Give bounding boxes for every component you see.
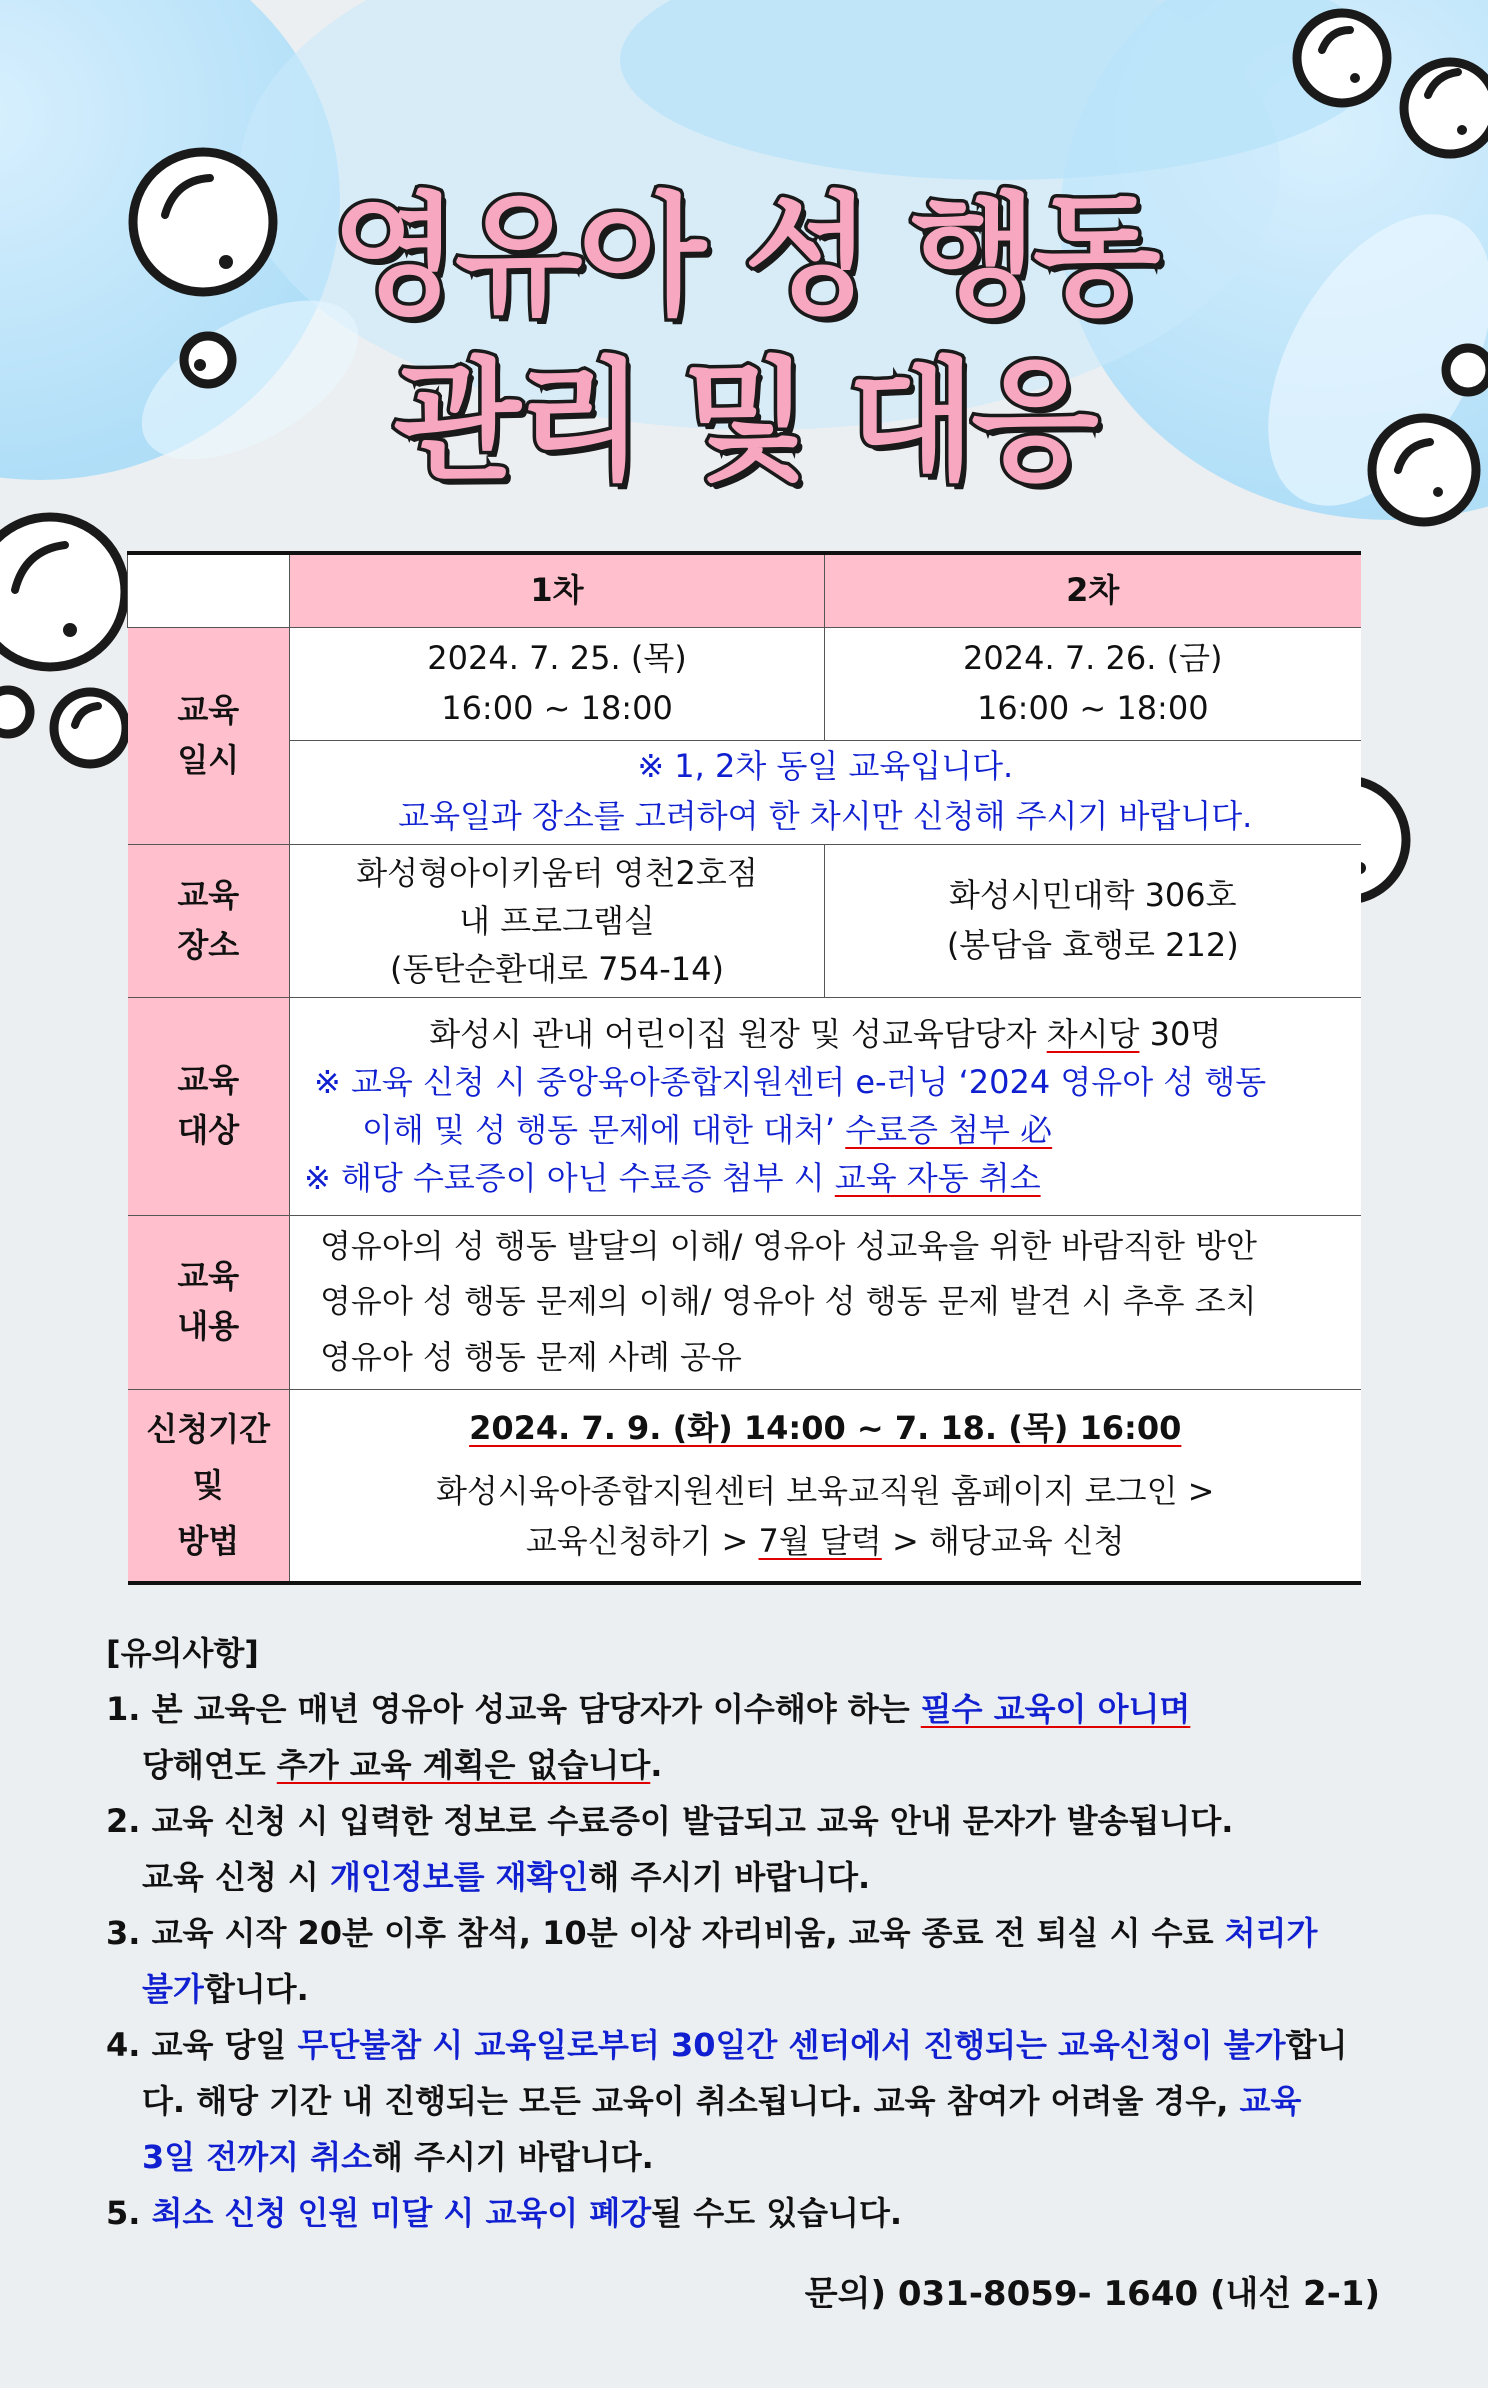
target-line-1: 화성시 관내 어린이집 원장 및 성교육담당자 차시당 30명 — [429, 1015, 1222, 1053]
header-row — [128, 553, 1361, 627]
place-2-line-1: 화성시민대학 306호 — [948, 875, 1237, 914]
note-5: 5. 최소 신청 인원 미달 시 교육이 폐강될 수도 있습니다. — [106, 2194, 903, 2232]
target-note-1: ※ 교육 신청 시 중앙육아종합지원센터 e-러닝 ‘2024 영유아 성 행동 이해 및 성 행동 문제에 대한 대처’ 수료증 첨부 必 — [290, 1058, 1361, 1154]
target-label: 교육 대상 — [128, 997, 290, 1215]
schedule-note — [290, 740, 1361, 844]
notes-section — [106, 1625, 1396, 2241]
apply-method-1: 화성시육아종합지원센터 보육교직원 홈페이지 로그인 > — [436, 1472, 1215, 1511]
content-list — [290, 1215, 1361, 1389]
schedule-row — [128, 627, 1361, 740]
note-1-cont: 당해연도 추가 교육 계획은 없습니다. — [142, 1746, 663, 1784]
session-1-time: 16:00 ~ 18:00 — [441, 688, 673, 727]
place-1-line-1: 화성형아이키움터 영천2호점 — [356, 853, 758, 892]
place-label: 교육 장소 — [128, 844, 290, 997]
note-1: 1. 본 교육은 매년 영유아 성교육 담당자가 이수해야 하는 필수 교육이 아니며 — [106, 1690, 1191, 1728]
target-content — [290, 997, 1361, 1215]
session-1-date: 2024. 7. 25. (목) — [427, 638, 687, 677]
note-3: 3. 교육 시작 20분 이후 참석, 10분 이상 자리비움, 교육 종료 전 퇴실 시 수료 처리가 — [106, 1914, 1318, 1952]
apply-content — [290, 1389, 1361, 1583]
col-session-2: 2차 — [825, 553, 1361, 627]
place-1-line-3: (동탄순환대로 754-14) — [390, 949, 724, 988]
title-line-2: 관리 및 대응 — [393, 345, 1095, 499]
content-line-3: 영유아 성 행동 문제 사례 공유 — [320, 1337, 742, 1376]
apply-method-2: 교육신청하기 > 7월 달력 > 해당교육 신청 — [525, 1522, 1125, 1561]
apply-row — [128, 1389, 1361, 1583]
target-note-2: ※ 해당 수료증이 아닌 수료증 첨부 시 교육 자동 취소 — [304, 1159, 1041, 1197]
note-3-cont: 불가합니다. — [142, 1970, 309, 2008]
col-session-1: 1차 — [290, 553, 825, 627]
note-4-cont-2: 3일 전까지 취소해 주시기 바랍니다. — [142, 2138, 654, 2176]
schedule-note-1: ※ 1, 2차 동일 교육입니다. — [637, 747, 1014, 786]
session-2-time: 16:00 ~ 18:00 — [976, 688, 1209, 727]
note-2: 2. 교육 신청 시 입력한 정보로 수료증이 발급되고 교육 안내 문자가 발송됩니다. — [106, 1802, 1234, 1840]
info-table — [127, 551, 1361, 1585]
schedule-session-2 — [825, 627, 1361, 740]
schedule-label: 교육 일시 — [128, 627, 290, 844]
schedule-note-2: 교육일과 장소를 고려하여 한 차시만 신청해 주시기 바랍니다. — [398, 797, 1253, 835]
place-session-1 — [290, 844, 825, 997]
apply-label: 신청기간 및 방법 — [128, 1389, 290, 1583]
contact-info: 문의) 031-8059- 1640 (내선 2-1) — [804, 2274, 1380, 2314]
content-line-2: 영유아 성 행동 문제의 이해/ 영유아 성 행동 문제 발견 시 추후 조치 — [320, 1282, 1257, 1321]
content-line-1: 영유아의 성 행동 발달의 이해/ 영유아 성교육을 위한 바람직한 방안 — [320, 1227, 1257, 1266]
note-4: 4. 교육 당일 무단불참 시 교육일로부터 30일간 센터에서 진행되는 교육신청이 불가합니 — [106, 2026, 1348, 2064]
place-2-line-2: (봉담읍 효행로 212) — [946, 925, 1239, 964]
target-note-1-cont: 이해 및 성 행동 문제에 대한 대처’ 수료증 첨부 必 — [362, 1111, 1053, 1149]
place-1-line-2: 내 프로그램실 — [459, 901, 655, 940]
place-row — [128, 844, 1361, 997]
content-label: 교육 내용 — [128, 1215, 290, 1389]
schedule-session-1 — [290, 627, 825, 740]
place-session-2 — [825, 844, 1361, 997]
apply-period: 2024. 7. 9. (화) 14:00 ~ 7. 18. (목) 16:00 — [469, 1408, 1182, 1447]
notes-heading: [유의사항] — [106, 1634, 259, 1672]
target-row — [128, 997, 1361, 1215]
schedule-note-row — [128, 740, 1361, 844]
session-2-date: 2024. 7. 26. (금) — [963, 638, 1223, 677]
note-4-cont: 다. 해당 기간 내 진행되는 모든 교육이 취소됩니다. 교육 참여가 어려울 경우, 교육 — [142, 2082, 1302, 2120]
corner-cell — [128, 553, 290, 627]
note-2-cont: 교육 신청 시 개인정보를 재확인해 주시기 바랍니다. — [142, 1858, 871, 1896]
title-line-1: 영유아 성 행동 — [331, 180, 1157, 334]
content-row — [128, 1215, 1361, 1389]
